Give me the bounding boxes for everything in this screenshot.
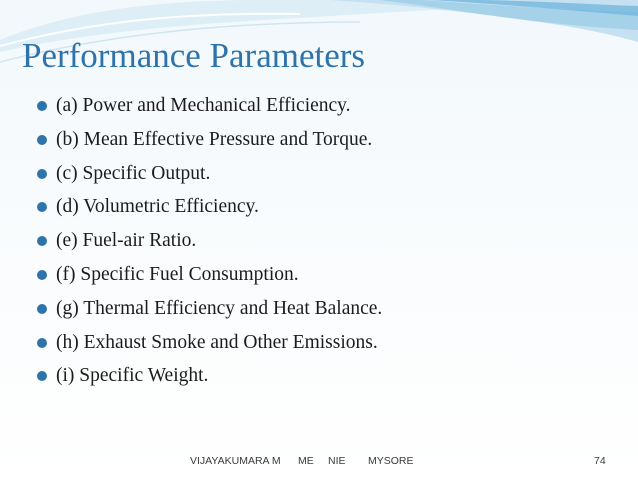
list-item-text: (b) Mean Effective Pressure and Torque.	[56, 128, 373, 150]
circle-bullet-icon	[36, 100, 48, 112]
circle-bullet-icon	[36, 168, 48, 180]
list-item-text: (g) Thermal Efficiency and Heat Balance.	[56, 297, 383, 319]
circle-bullet-icon	[36, 201, 48, 213]
slide-title: Performance Parameters	[22, 36, 366, 75]
list-item-text: (c) Specific Output.	[56, 162, 211, 184]
circle-bullet-icon	[36, 370, 48, 382]
footer-institute: NIE	[328, 455, 346, 467]
list-item	[36, 296, 382, 330]
list-item	[36, 262, 382, 296]
circle-bullet-icon	[36, 235, 48, 247]
list-item	[36, 363, 382, 397]
list-item-text: (a) Power and Mechanical Efficiency.	[56, 95, 351, 116]
list-item-text: (f) Specific Fuel Consumption.	[56, 263, 299, 285]
page-number: 74	[594, 455, 606, 467]
list-item-text: (d) Volumetric Efficiency.	[56, 196, 259, 218]
list-item-text: (i) Specific Weight.	[56, 365, 209, 387]
list-item	[36, 127, 382, 161]
footer-degree: ME	[298, 455, 314, 467]
circle-bullet-icon	[36, 134, 48, 146]
footer-city: MYSORE	[368, 455, 414, 467]
list-item	[36, 93, 382, 127]
list-item	[36, 228, 382, 262]
list-item-text: (h) Exhaust Smoke and Other Emissions.	[56, 331, 378, 353]
list-item	[36, 194, 382, 228]
list-item	[36, 330, 382, 364]
list-item-text: (e) Fuel-air Ratio.	[56, 230, 197, 252]
list-item	[36, 161, 382, 195]
circle-bullet-icon	[36, 269, 48, 281]
bullet-list	[36, 93, 382, 397]
circle-bullet-icon	[36, 337, 48, 349]
circle-bullet-icon	[36, 303, 48, 315]
footer-author: VIJAYAKUMARA M	[190, 455, 281, 467]
